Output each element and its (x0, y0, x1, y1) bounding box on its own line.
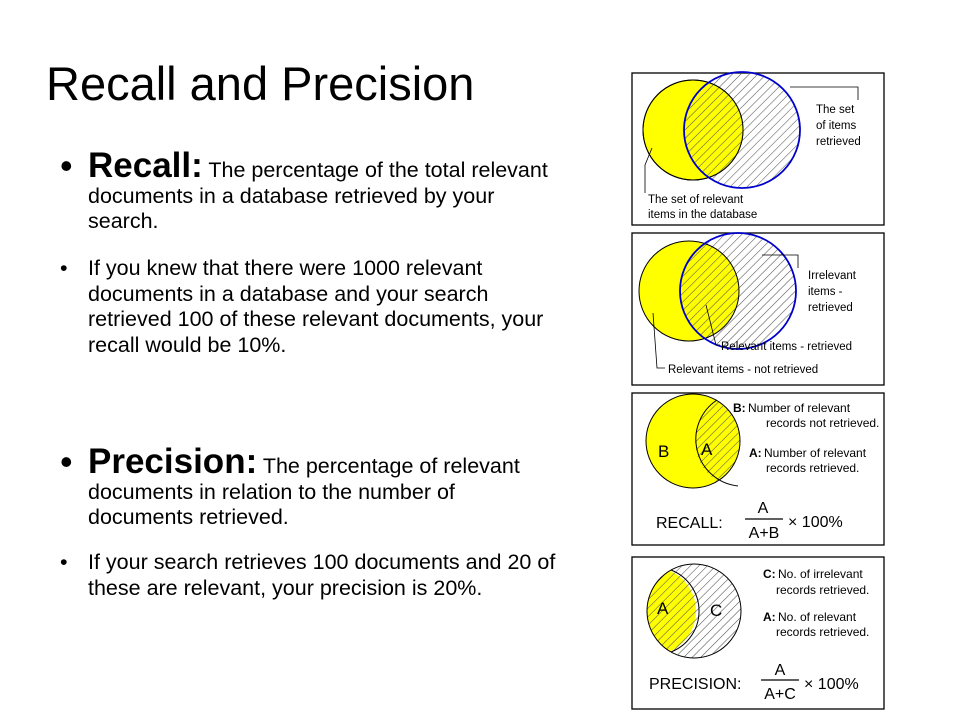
region-a-label: A (657, 599, 669, 618)
a-desc-line: records retrieved. (776, 625, 870, 639)
recall-denominator: A+B (748, 525, 780, 542)
c-key: C: (763, 567, 776, 581)
precision-denominator: A+C (764, 686, 796, 703)
relevant-label-line: items in the database (648, 209, 758, 221)
retrieved-label-line: retrieved (816, 136, 861, 148)
precision-multiplier: × 100% (804, 676, 859, 693)
region-a-label: A (701, 440, 713, 459)
a-desc-line: Number of relevant (764, 446, 867, 460)
retrieved-label-line: of items (816, 120, 857, 132)
relevant-retrieved-label: Relevant items - retrieved (721, 341, 853, 353)
irrelevant-label-line: items - (808, 286, 843, 298)
bullet-dot: • (60, 256, 68, 280)
retrieved-label-line: The set (816, 104, 855, 116)
recall-term: Recall: (88, 146, 203, 185)
c-desc-line: No. of irrelevant (778, 567, 863, 581)
irrelevant-label-line: Irrelevant (808, 270, 856, 282)
recall-numerator: A (757, 500, 769, 517)
b-desc-line: records not retrieved. (766, 416, 880, 430)
a-desc-line: records retrieved. (766, 461, 860, 475)
b-key: B: (733, 401, 746, 415)
a-key: A: (763, 610, 776, 624)
precision-definition: The percentage of relevant documents in relation to the number of documents retrieved. (88, 454, 520, 529)
relevant-not-retrieved-label: Relevant items - not retrieved (668, 364, 819, 376)
slide-title: Recall and Precision (46, 57, 475, 110)
b-desc-line: Number of relevant (748, 401, 851, 415)
recall-definition: The percentage of the total relevant documents in a database retrieved by your search. (88, 158, 548, 233)
precision-formula-label: PRECISION: (649, 676, 742, 693)
precision-example-text: If your search retrieves 100 documents and 20 of these are relevant, your precision is 20%. (88, 550, 556, 600)
recall-formula-label: RECALL: (656, 515, 723, 532)
irrelevant-label-line: retrieved (808, 302, 853, 314)
relevant-label-line: The set of relevant (648, 194, 744, 206)
c-desc-line: records retrieved. (776, 583, 870, 597)
bullet-dot: • (60, 550, 68, 574)
bullet-dot: • (60, 145, 73, 186)
precision-term: Precision: (88, 442, 258, 481)
a-key: A: (749, 446, 762, 460)
region-b-label: B (658, 442, 670, 461)
bullet-dot: • (60, 441, 73, 482)
precision-numerator: A (774, 662, 786, 679)
region-c-label: C (710, 601, 723, 620)
a-desc-line: No. of relevant (778, 610, 857, 624)
recall-example-text: If you knew that there were 1000 relevant documents in a database and your search retrieved 100 of these relevant documents, your recall would be 10%. (88, 256, 544, 357)
recall-multiplier: × 100% (788, 514, 843, 531)
